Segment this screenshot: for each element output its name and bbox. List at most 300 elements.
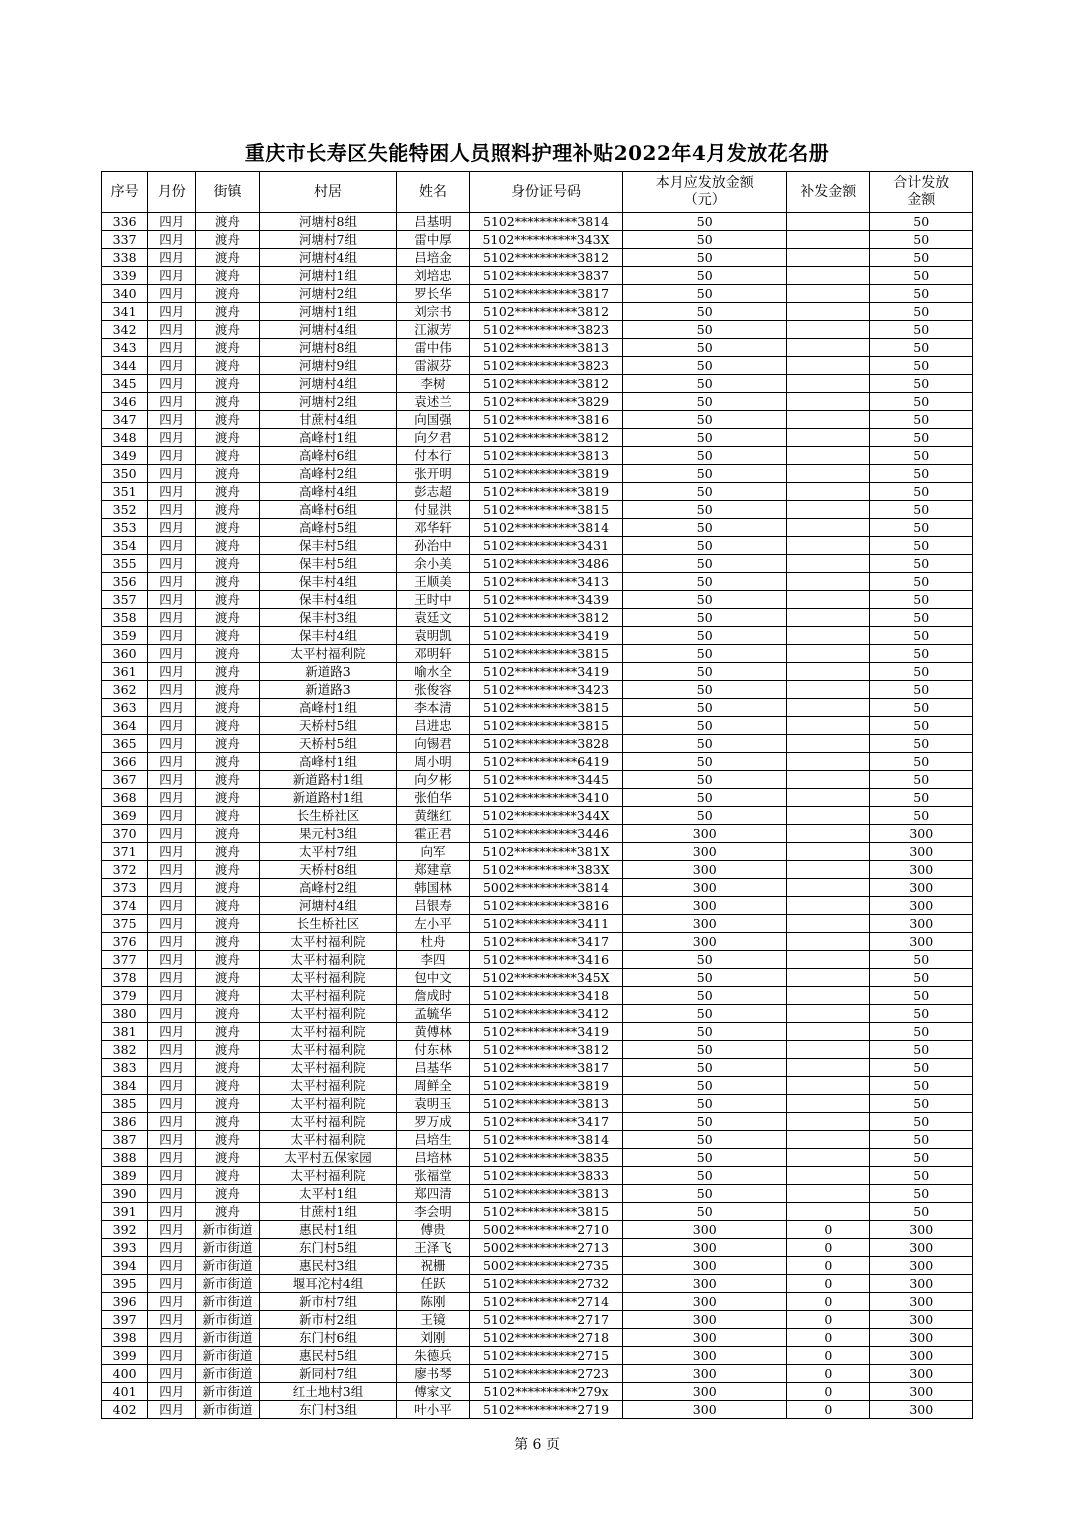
cell-id-number: 5102**********3814 [469,1131,623,1149]
cell-total: 50 [870,537,973,555]
cell-month: 四月 [148,789,196,807]
table-row [102,771,973,789]
cell-name: 吕进忠 [397,717,469,735]
cell-village: 新市村2组 [259,1311,397,1329]
cell-name: 郑建章 [397,861,469,879]
cell-town: 渡舟 [196,231,259,249]
cell-total: 50 [870,1185,973,1203]
cell-amount-due: 50 [623,1077,787,1095]
cell-amount-due: 50 [623,951,787,969]
cell-name: 雷中厚 [397,231,469,249]
cell-name: 包中文 [397,969,469,987]
cell-id-number: 5102**********3417 [469,933,623,951]
cell-total: 300 [870,933,973,951]
cell-month: 四月 [148,969,196,987]
cell-id-number: 5102**********3837 [469,267,623,285]
cell-index: 396 [102,1293,148,1311]
cell-amount-due: 300 [623,897,787,915]
cell-amount-due: 50 [623,393,787,411]
cell-id-number: 5102**********2715 [469,1347,623,1365]
cell-town: 渡舟 [196,1005,259,1023]
cell-index: 394 [102,1257,148,1275]
cell-village: 新道路3 [259,681,397,699]
cell-index: 388 [102,1149,148,1167]
cell-total: 300 [870,861,973,879]
cell-total: 50 [870,1041,973,1059]
cell-supplement [787,555,870,573]
cell-village: 新道路村1组 [259,789,397,807]
table-row [102,825,973,843]
table-header-row [102,172,973,213]
table-row [102,1383,973,1401]
cell-town: 新市街道 [196,1347,259,1365]
table-row [102,249,973,267]
cell-index: 393 [102,1239,148,1257]
cell-index: 356 [102,573,148,591]
cell-total: 50 [870,735,973,753]
cell-total: 50 [870,951,973,969]
table-row [102,1401,973,1419]
cell-village: 红土地村3组 [259,1383,397,1401]
header-id-number: 身份证号码 [469,172,623,213]
cell-name: 刘刚 [397,1329,469,1347]
cell-id-number: 5102**********3812 [469,609,623,627]
cell-id-number: 5102**********3423 [469,681,623,699]
cell-total: 50 [870,339,973,357]
cell-id-number: 5102**********3833 [469,1167,623,1185]
cell-village: 河塘村4组 [259,897,397,915]
cell-town: 新市街道 [196,1221,259,1239]
cell-town: 渡舟 [196,501,259,519]
cell-town: 新市街道 [196,1311,259,1329]
cell-month: 四月 [148,951,196,969]
cell-village: 太平村福利院 [259,1113,397,1131]
cell-month: 四月 [148,285,196,303]
cell-amount-due: 300 [623,1221,787,1239]
table-row [102,393,973,411]
cell-supplement: 0 [787,1239,870,1257]
cell-id-number: 5102**********3813 [469,447,623,465]
cell-month: 四月 [148,1257,196,1275]
cell-name: 向夕君 [397,429,469,447]
cell-amount-due: 300 [623,1257,787,1275]
cell-supplement: 0 [787,1329,870,1347]
cell-month: 四月 [148,519,196,537]
table-row [102,1185,973,1203]
cell-id-number: 5102**********3829 [469,393,623,411]
cell-amount-due: 300 [623,1275,787,1293]
cell-amount-due: 50 [623,231,787,249]
table-row [102,969,973,987]
cell-id-number: 5102**********2718 [469,1329,623,1347]
cell-total: 50 [870,501,973,519]
cell-index: 348 [102,429,148,447]
cell-amount-due: 300 [623,1239,787,1257]
cell-month: 四月 [148,609,196,627]
cell-village: 果元村3组 [259,825,397,843]
cell-town: 渡舟 [196,753,259,771]
cell-index: 347 [102,411,148,429]
cell-supplement [787,861,870,879]
cell-total: 50 [870,285,973,303]
cell-id-number: 5102**********3412 [469,1005,623,1023]
cell-index: 387 [102,1131,148,1149]
cell-total: 50 [870,771,973,789]
cell-total: 300 [870,1311,973,1329]
cell-village: 堰耳沱村4组 [259,1275,397,1293]
cell-village: 保丰村4组 [259,591,397,609]
cell-town: 渡舟 [196,339,259,357]
cell-index: 372 [102,861,148,879]
table-row [102,465,973,483]
cell-town: 渡舟 [196,807,259,825]
cell-supplement: 0 [787,1275,870,1293]
cell-index: 401 [102,1383,148,1401]
cell-village: 长生桥社区 [259,915,397,933]
table-row [102,537,973,555]
cell-amount-due: 50 [623,1023,787,1041]
table-row [102,1293,973,1311]
cell-village: 东门村3组 [259,1401,397,1419]
cell-village: 高峰村1组 [259,429,397,447]
cell-village: 高峰村4组 [259,483,397,501]
cell-total: 300 [870,915,973,933]
cell-name: 张开明 [397,465,469,483]
table-row [102,753,973,771]
cell-index: 379 [102,987,148,1005]
cell-amount-due: 50 [623,753,787,771]
cell-amount-due: 50 [623,1095,787,1113]
cell-town: 新市街道 [196,1329,259,1347]
cell-total: 50 [870,987,973,1005]
cell-supplement [787,339,870,357]
cell-id-number: 5102**********279x [469,1383,623,1401]
cell-supplement [787,699,870,717]
cell-month: 四月 [148,1275,196,1293]
table-row [102,915,973,933]
cell-amount-due: 300 [623,933,787,951]
cell-id-number: 5102**********3431 [469,537,623,555]
cell-supplement [787,789,870,807]
table-row [102,699,973,717]
cell-total: 50 [870,807,973,825]
cell-month: 四月 [148,753,196,771]
cell-name: 韩国林 [397,879,469,897]
cell-village: 高峰村2组 [259,465,397,483]
document-title: 重庆市长寿区失能特困人员照料护理补贴2022年4月发放花名册 [244,141,830,165]
cell-amount-due: 300 [623,879,787,897]
cell-id-number: 5102**********3814 [469,213,623,231]
cell-id-number: 5102**********3413 [469,573,623,591]
cell-amount-due: 50 [623,1059,787,1077]
cell-village: 河塘村2组 [259,393,397,411]
cell-id-number: 5102**********3814 [469,519,623,537]
cell-town: 渡舟 [196,969,259,987]
cell-town: 渡舟 [196,357,259,375]
cell-month: 四月 [148,1023,196,1041]
cell-amount-due: 50 [623,573,787,591]
header-total: 合计发放 金额 [870,172,973,213]
table-row [102,1131,973,1149]
cell-index: 399 [102,1347,148,1365]
table-row [102,339,973,357]
cell-amount-due: 50 [623,321,787,339]
cell-total: 300 [870,1239,973,1257]
cell-index: 360 [102,645,148,663]
cell-amount-due: 50 [623,591,787,609]
roster-table [101,171,973,1419]
cell-total: 50 [870,609,973,627]
cell-village: 保丰村4组 [259,627,397,645]
cell-town: 新市街道 [196,1383,259,1401]
cell-town: 渡舟 [196,555,259,573]
cell-month: 四月 [148,231,196,249]
cell-supplement [787,825,870,843]
cell-name: 王镜 [397,1311,469,1329]
cell-id-number: 5102**********3813 [469,339,623,357]
cell-index: 364 [102,717,148,735]
cell-amount-due: 50 [623,429,787,447]
table-row [102,357,973,375]
cell-village: 太平村福利院 [259,645,397,663]
cell-id-number: 5102**********3445 [469,771,623,789]
cell-id-number: 5102**********3486 [469,555,623,573]
cell-month: 四月 [148,1095,196,1113]
cell-name: 王顺美 [397,573,469,591]
cell-index: 344 [102,357,148,375]
cell-town: 渡舟 [196,447,259,465]
cell-supplement [787,1059,870,1077]
cell-supplement [787,663,870,681]
cell-village: 天桥村5组 [259,735,397,753]
cell-village: 东门村5组 [259,1239,397,1257]
table-row [102,1329,973,1347]
cell-total: 300 [870,1365,973,1383]
cell-amount-due: 50 [623,807,787,825]
cell-id-number: 5102**********3813 [469,1185,623,1203]
table-row [102,897,973,915]
cell-supplement [787,645,870,663]
cell-total: 50 [870,969,973,987]
cell-name: 向夕彬 [397,771,469,789]
cell-village: 太平村7组 [259,843,397,861]
cell-name: 周鲜全 [397,1077,469,1095]
cell-amount-due: 50 [623,357,787,375]
table-row [102,1113,973,1131]
cell-index: 390 [102,1185,148,1203]
cell-month: 四月 [148,573,196,591]
cell-supplement [787,843,870,861]
cell-index: 353 [102,519,148,537]
cell-name: 黄继红 [397,807,469,825]
table-row [102,681,973,699]
cell-month: 四月 [148,861,196,879]
cell-village: 太平村福利院 [259,1005,397,1023]
cell-supplement [787,501,870,519]
cell-town: 渡舟 [196,591,259,609]
cell-supplement [787,717,870,735]
cell-month: 四月 [148,447,196,465]
cell-id-number: 5102**********3410 [469,789,623,807]
cell-id-number: 5002**********2710 [469,1221,623,1239]
cell-total: 300 [870,1383,973,1401]
table-row [102,1167,973,1185]
cell-id-number: 5102**********2723 [469,1365,623,1383]
cell-month: 四月 [148,825,196,843]
cell-id-number: 5102**********3417 [469,1113,623,1131]
cell-supplement [787,429,870,447]
cell-total: 50 [870,357,973,375]
cell-amount-due: 300 [623,1365,787,1383]
cell-village: 太平村福利院 [259,1059,397,1077]
cell-id-number: 5102**********3812 [469,1041,623,1059]
cell-name: 李本清 [397,699,469,717]
table-row [102,1239,973,1257]
table-row [102,627,973,645]
cell-index: 366 [102,753,148,771]
cell-id-number: 5102**********3416 [469,951,623,969]
cell-supplement [787,1095,870,1113]
cell-id-number: 5102**********3419 [469,663,623,681]
cell-village: 太平村福利院 [259,969,397,987]
cell-id-number: 5002**********2735 [469,1257,623,1275]
cell-index: 380 [102,1005,148,1023]
cell-index: 397 [102,1311,148,1329]
cell-town: 新市街道 [196,1275,259,1293]
cell-name: 傅家文 [397,1383,469,1401]
cell-supplement [787,1131,870,1149]
cell-total: 50 [870,483,973,501]
cell-supplement [787,1149,870,1167]
cell-month: 四月 [148,393,196,411]
cell-name: 袁廷文 [397,609,469,627]
cell-name: 傅贵 [397,1221,469,1239]
table-row [102,1347,973,1365]
cell-name: 向军 [397,843,469,861]
cell-supplement [787,465,870,483]
cell-month: 四月 [148,555,196,573]
cell-id-number: 5102**********383X [469,861,623,879]
cell-village: 太平村福利院 [259,987,397,1005]
table-row [102,483,973,501]
header-supplement: 补发金额 [787,172,870,213]
cell-id-number: 5102**********3439 [469,591,623,609]
cell-amount-due: 50 [623,1113,787,1131]
cell-amount-due: 50 [623,609,787,627]
cell-town: 渡舟 [196,771,259,789]
cell-name: 罗万成 [397,1113,469,1131]
cell-supplement [787,321,870,339]
cell-town: 渡舟 [196,735,259,753]
cell-month: 四月 [148,321,196,339]
cell-id-number: 5102**********3815 [469,699,623,717]
cell-month: 四月 [148,915,196,933]
cell-supplement [787,357,870,375]
cell-month: 四月 [148,591,196,609]
cell-index: 373 [102,879,148,897]
cell-month: 四月 [148,1185,196,1203]
cell-town: 渡舟 [196,483,259,501]
cell-total: 50 [870,249,973,267]
page-number: 第 6 页 [514,1437,560,1453]
cell-index: 362 [102,681,148,699]
cell-month: 四月 [148,1005,196,1023]
cell-amount-due: 50 [623,213,787,231]
cell-name: 喻水全 [397,663,469,681]
cell-month: 四月 [148,249,196,267]
cell-amount-due: 50 [623,1005,787,1023]
cell-month: 四月 [148,735,196,753]
cell-name: 陈刚 [397,1293,469,1311]
cell-index: 336 [102,213,148,231]
cell-amount-due: 50 [623,645,787,663]
cell-month: 四月 [148,1311,196,1329]
cell-month: 四月 [148,1401,196,1419]
cell-total: 50 [870,645,973,663]
cell-total: 50 [870,1077,973,1095]
cell-name: 吕基华 [397,1059,469,1077]
cell-village: 天桥村5组 [259,717,397,735]
cell-town: 渡舟 [196,897,259,915]
cell-name: 雷中伟 [397,339,469,357]
cell-id-number: 5102**********3828 [469,735,623,753]
cell-id-number: 5102**********3816 [469,411,623,429]
cell-index: 384 [102,1077,148,1095]
cell-month: 四月 [148,1365,196,1383]
cell-amount-due: 50 [623,501,787,519]
cell-village: 新道路村1组 [259,771,397,789]
cell-total: 300 [870,1347,973,1365]
cell-village: 长生桥社区 [259,807,397,825]
cell-village: 惠民村1组 [259,1221,397,1239]
cell-index: 389 [102,1167,148,1185]
cell-id-number: 5102**********3812 [469,303,623,321]
cell-index: 337 [102,231,148,249]
cell-total: 50 [870,717,973,735]
cell-total: 50 [870,1059,973,1077]
cell-village: 高峰村2组 [259,879,397,897]
cell-amount-due: 50 [623,375,787,393]
cell-supplement [787,285,870,303]
cell-amount-due: 300 [623,861,787,879]
cell-index: 340 [102,285,148,303]
cell-village: 河塘村4组 [259,249,397,267]
cell-amount-due: 50 [623,537,787,555]
cell-village: 河塘村2组 [259,285,397,303]
cell-amount-due: 50 [623,447,787,465]
cell-id-number: 5102**********3815 [469,501,623,519]
cell-total: 50 [870,447,973,465]
cell-id-number: 5102**********3812 [469,375,623,393]
cell-supplement [787,897,870,915]
cell-village: 高峰村5组 [259,519,397,537]
cell-amount-due: 50 [623,789,787,807]
cell-total: 300 [870,843,973,861]
cell-name: 付显洪 [397,501,469,519]
cell-name: 吕培金 [397,249,469,267]
cell-id-number: 5102**********345X [469,969,623,987]
cell-total: 50 [870,519,973,537]
table-row [102,321,973,339]
cell-total: 50 [870,1095,973,1113]
cell-village: 保丰村3组 [259,609,397,627]
cell-town: 渡舟 [196,1131,259,1149]
cell-index: 402 [102,1401,148,1419]
cell-village: 河塘村8组 [259,213,397,231]
cell-supplement [787,609,870,627]
cell-index: 363 [102,699,148,717]
cell-index: 355 [102,555,148,573]
